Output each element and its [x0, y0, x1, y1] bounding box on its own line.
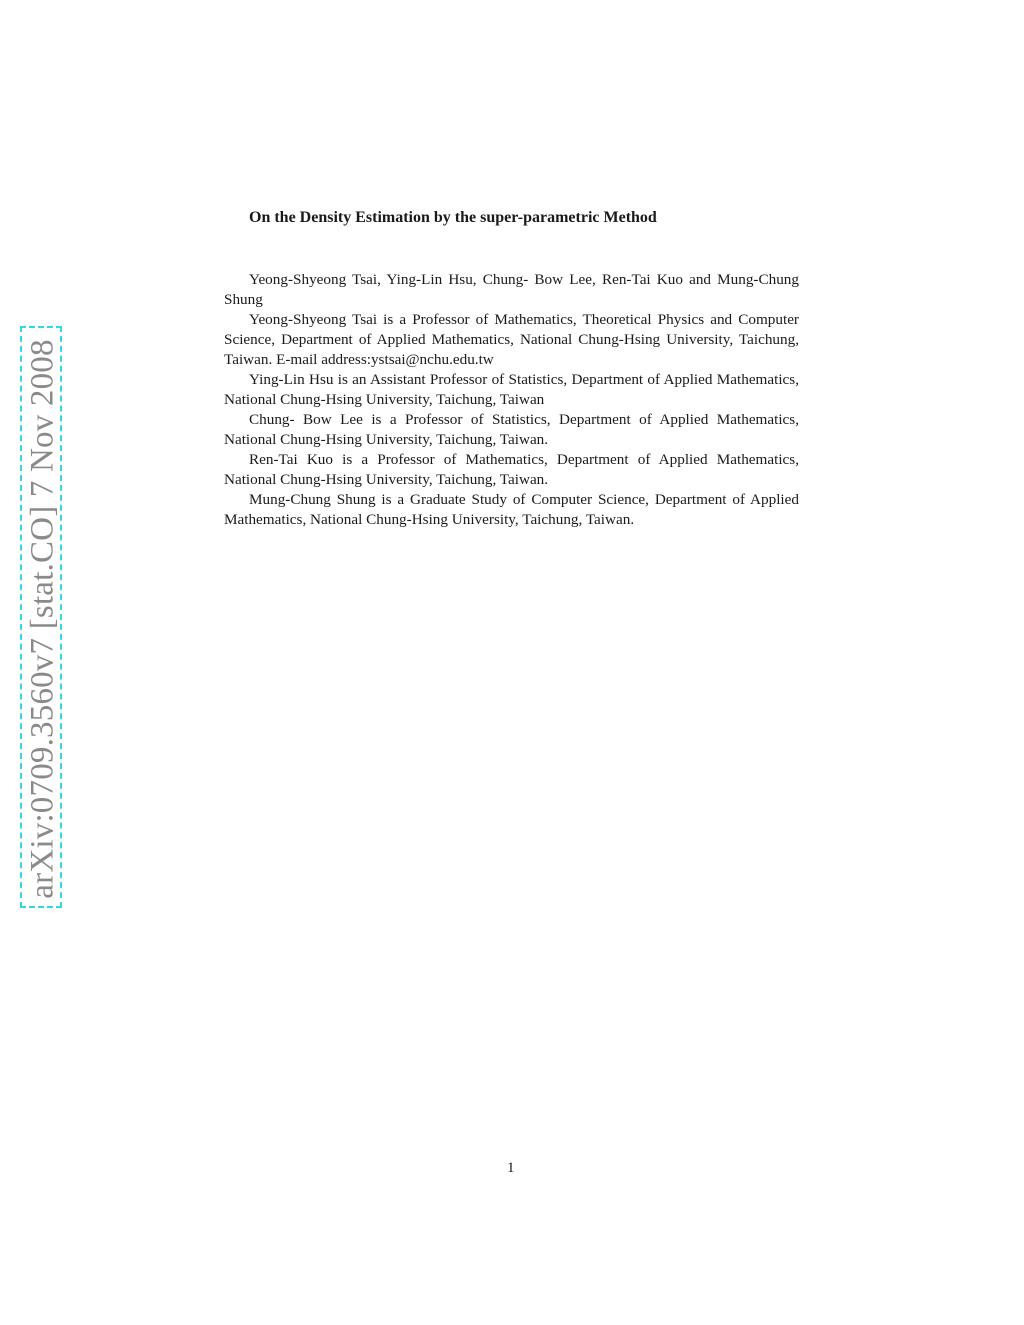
affiliation-3: Chung- Bow Lee is a Professor of Statistics, Department of Applied Mathematics, National Chung-Hsing University, Taichung, Taiwan.: [224, 411, 799, 448]
author-list: Yeong-Shyeong Tsai, Ying-Lin Hsu, Chung- Bow Lee, Ren-Tai Kuo and Mung-Chung Shung: [224, 271, 799, 308]
affiliation-5: Mung-Chung Shung is a Graduate Study of Computer Science, Department of Applied Mathematics, National Chung-Hsing University, Taichung, Taiwan.: [224, 491, 799, 528]
paper-title: On the Density Estimation by the super-parametric Method: [249, 209, 657, 226]
arxiv-stamp-box: [20, 326, 62, 908]
author-block: [224, 270, 799, 530]
arxiv-stamp-text: arXiv:0709.3560v7 [stat.CO] 7 Nov 2008: [24, 339, 61, 899]
page-number: 1: [507, 1160, 515, 1176]
affiliation-2: Ying-Lin Hsu is an Assistant Professor of Statistics, Department of Applied Mathematics, National Chung-Hsing University, Taichung, Taiwan: [224, 371, 799, 408]
affiliation-4: Ren-Tai Kuo is a Professor of Mathematics, Department of Applied Mathematics, National Chung-Hsing University, Taichung, Taiwan.: [224, 451, 799, 488]
affiliation-1: Yeong-Shyeong Tsai is a Professor of Mathematics, Theoretical Physics and Computer Science, Department of Applied Mathematics, National Chung-Hsing University, Taichung, Taiwan. E-mail address:ystsai@nchu.edu.tw: [224, 311, 799, 368]
